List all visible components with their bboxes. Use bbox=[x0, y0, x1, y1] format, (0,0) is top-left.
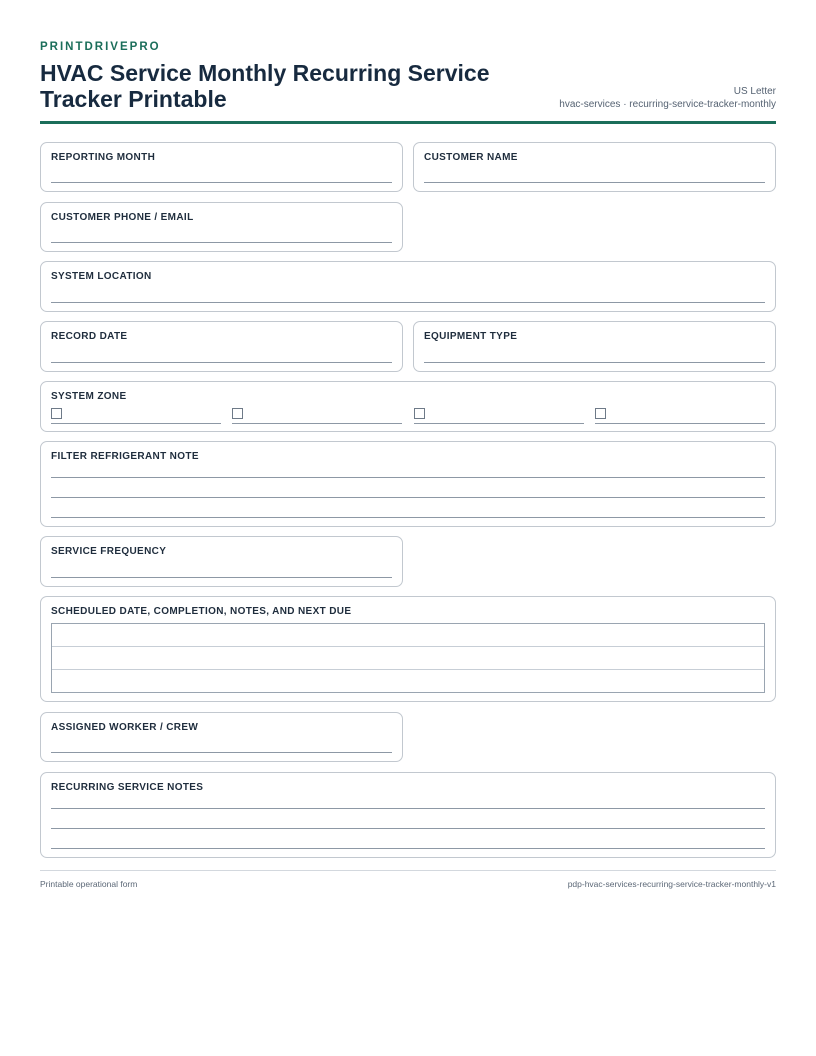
brand-logo-text: PRINTDRIVEPRO bbox=[40, 41, 161, 53]
zone-line-1[interactable] bbox=[51, 423, 221, 424]
record-date-input-line[interactable] bbox=[51, 362, 392, 363]
zone-option-3 bbox=[414, 408, 584, 424]
zone-option-2 bbox=[232, 408, 402, 424]
system-zone-label: SYSTEM ZONE bbox=[51, 391, 127, 402]
filter-refrigerant-note-label: FILTER REFRIGERANT NOTE bbox=[51, 451, 199, 462]
recurring-notes-line-3[interactable] bbox=[51, 848, 765, 849]
service-frequency-label: SERVICE FREQUENCY bbox=[51, 546, 167, 557]
record-date-field bbox=[40, 321, 403, 372]
reporting-month-input-line[interactable] bbox=[51, 182, 392, 183]
recurring-service-notes-field bbox=[40, 772, 776, 858]
zone-checkbox-3[interactable] bbox=[414, 408, 425, 419]
reporting-month-label: REPORTING MONTH bbox=[51, 152, 156, 163]
system-location-input-line[interactable] bbox=[51, 302, 765, 303]
schedule-table-field bbox=[40, 596, 776, 702]
recurring-service-notes-label: RECURRING SERVICE NOTES bbox=[51, 782, 204, 793]
zone-checkbox-4[interactable] bbox=[595, 408, 606, 419]
equipment-type-label: EQUIPMENT TYPE bbox=[424, 331, 518, 342]
customer-contact-input-line[interactable] bbox=[51, 242, 392, 243]
zone-line-3[interactable] bbox=[414, 423, 584, 424]
system-zone-field bbox=[40, 381, 776, 432]
paper-size: US Letter bbox=[733, 86, 776, 97]
footer-divider bbox=[40, 870, 776, 871]
zone-option-4 bbox=[595, 408, 765, 424]
footer-caption: Printable operational form bbox=[40, 879, 138, 889]
filter-refrigerant-note-field bbox=[40, 441, 776, 527]
zone-line-2[interactable] bbox=[232, 423, 402, 424]
recurring-notes-line-2[interactable] bbox=[51, 828, 765, 829]
header-divider bbox=[40, 121, 776, 124]
table-row[interactable] bbox=[52, 647, 764, 670]
assigned-worker-field bbox=[40, 712, 403, 762]
schedule-table-label: SCHEDULED DATE, COMPLETION, NOTES, AND NEXT DUE bbox=[51, 606, 352, 617]
filter-note-line-3[interactable] bbox=[51, 517, 765, 518]
zone-option-1 bbox=[51, 408, 221, 424]
customer-name-field bbox=[413, 142, 776, 192]
customer-contact-label: CUSTOMER PHONE / EMAIL bbox=[51, 212, 194, 223]
equipment-type-field bbox=[413, 321, 776, 372]
recurring-notes-line-1[interactable] bbox=[51, 808, 765, 809]
form-page bbox=[40, 0, 776, 1056]
service-frequency-input-line[interactable] bbox=[51, 577, 392, 578]
zone-line-4[interactable] bbox=[595, 423, 765, 424]
table-row[interactable] bbox=[52, 624, 764, 647]
customer-name-label: CUSTOMER NAME bbox=[424, 152, 518, 163]
document-path: hvac-services · recurring-service-tracker-monthly bbox=[559, 99, 776, 110]
filter-note-line-2[interactable] bbox=[51, 497, 765, 498]
zone-checkbox-2[interactable] bbox=[232, 408, 243, 419]
filter-note-line-1[interactable] bbox=[51, 477, 765, 478]
assigned-worker-input-line[interactable] bbox=[51, 752, 392, 753]
reporting-month-field bbox=[40, 142, 403, 192]
customer-name-input-line[interactable] bbox=[424, 182, 765, 183]
assigned-worker-label: ASSIGNED WORKER / CREW bbox=[51, 722, 199, 733]
schedule-table bbox=[51, 623, 765, 693]
service-frequency-field bbox=[40, 536, 403, 587]
record-date-label: RECORD DATE bbox=[51, 331, 128, 342]
equipment-type-input-line[interactable] bbox=[424, 362, 765, 363]
table-row[interactable] bbox=[52, 670, 764, 692]
zone-checkbox-1[interactable] bbox=[51, 408, 62, 419]
page-title: HVAC Service Monthly Recurring Service Tracker Printable bbox=[40, 60, 490, 112]
footer-form-id: pdp-hvac-services-recurring-service-tracker-monthly-v1 bbox=[567, 879, 776, 889]
customer-contact-field bbox=[40, 202, 403, 252]
system-location-label: SYSTEM LOCATION bbox=[51, 271, 152, 282]
document-meta bbox=[559, 85, 776, 111]
system-location-field bbox=[40, 261, 776, 312]
